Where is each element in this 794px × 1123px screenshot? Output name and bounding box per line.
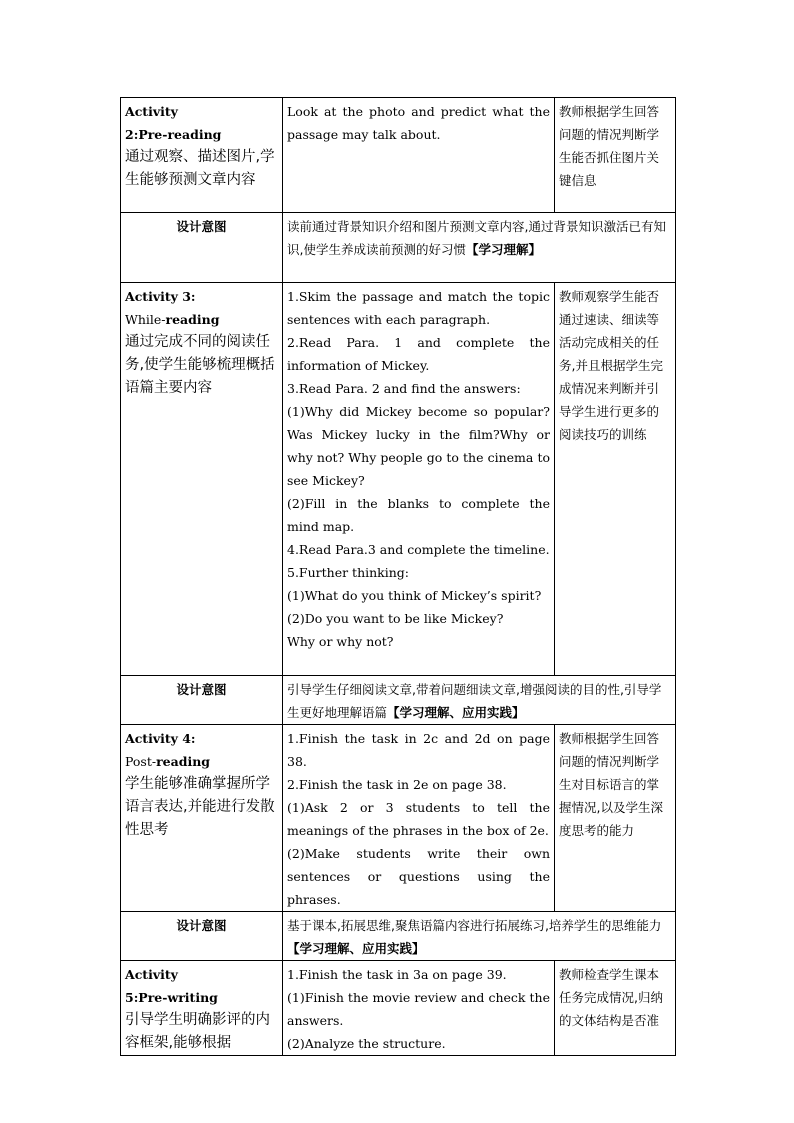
task-line: 1.Skim the passage and match the topic sentences with each paragraph. — [287, 289, 550, 327]
activity-5-title: Activity — [125, 967, 178, 982]
task-line: (2)Do you want to be like Mickey? — [287, 611, 504, 626]
activity-4-assessment: 教师根据学生回答问题的情况判断学生对目标语言的掌握情况,以及学生深度思考的能力 — [555, 725, 676, 912]
lesson-plan-table — [120, 97, 676, 1056]
intent-4-label: 设计意图 — [121, 912, 283, 961]
activity-5-row — [121, 961, 676, 1056]
activity-4-stage: Post-reading — [125, 754, 211, 769]
intent-4-text: 基于课本,拓展思维,聚焦语篇内容进行拓展练习,培养学生的思维能力【学习理解、应用实践】 — [283, 912, 676, 961]
activity-5-description: 引导学生明确影评的内容框架,能够根据 — [125, 1012, 270, 1051]
intent-2-text: 读前通过背景知识介绍和图片预测文章内容,通过背景知识激活已有知识,使学生养成读前预测的好习惯【学习理解】 — [283, 213, 676, 283]
activity-4-title: Activity 4: — [125, 731, 196, 746]
activity-5-tasks — [283, 961, 555, 1056]
activity-3-tasks — [283, 283, 555, 676]
activity-3-description: 通过完成不同的阅读任务,使学生能够梳理概括语篇主要内容 — [125, 334, 275, 396]
activity-4-row — [121, 725, 676, 912]
activity-2-task: Look at the photo and predict what the passage may talk about. — [283, 98, 555, 213]
task-line: (1)Ask 2 or 3 students to tell the meanings of the phrases in the box of 2e. — [287, 800, 550, 838]
task-line: Why or why not? — [287, 634, 394, 649]
task-line: 5.Further thinking: — [287, 565, 410, 580]
activity-2-stage: 2:Pre-reading — [125, 127, 222, 142]
activity-3-row — [121, 283, 676, 676]
task-line: (1)Finish the movie review and check the answers. — [287, 990, 550, 1028]
task-line: (2)Make students write their own sentences or questions using the phrases. — [287, 846, 550, 907]
task-line: 2.Finish the task in 2e on page 38. — [287, 777, 507, 792]
task-line: 4.Read Para.3 and complete the timeline. — [287, 542, 550, 557]
intent-3-label: 设计意图 — [121, 676, 283, 725]
activity-5-assessment: 教师检查学生课本任务完成情况,归纳的文体结构是否准 — [555, 961, 676, 1056]
intent-2-row — [121, 213, 676, 283]
activity-5-cell — [121, 961, 283, 1056]
activity-4-cell — [121, 725, 283, 912]
activity-3-stage: While-reading — [125, 312, 220, 327]
task-line: (1)Why did Mickey become so popular? Was Mickey lucky in the film?Why or why not? Why people go to the cinema to see Mickey? — [287, 404, 550, 488]
activity-4-description: 学生能够准确掌握所学语言表达,并能进行发散性思考 — [125, 776, 275, 838]
activity-3-cell — [121, 283, 283, 676]
intent-4-row — [121, 912, 676, 961]
task-line: 2.Read Para. 1 and complete the information of Mickey. — [287, 335, 550, 373]
activity-2-assessment: 教师根据学生回答问题的情况判断学生能否抓住图片关键信息 — [555, 98, 676, 213]
activity-5-stage: 5:Pre-writing — [125, 990, 218, 1005]
activity-2-description: 通过观察、描述图片,学生能够预测文章内容 — [125, 149, 275, 188]
task-line: 3.Read Para. 2 and find the answers: — [287, 381, 521, 396]
intent-3-text: 引导学生仔细阅读文章,带着问题细读文章,增强阅读的目的性,引导学生更好地理解语篇【学习理解、应用实践】 — [283, 676, 676, 725]
activity-4-tasks — [283, 725, 555, 912]
activity-3-title: Activity 3: — [125, 289, 196, 304]
task-line: (1)What do you think of Mickey’s spirit? — [287, 588, 542, 603]
activity-3-assessment: 教师观察学生能否通过速读、细读等活动完成相关的任务,并且根据学生完成情况来判断并引导学生进行更多的阅读技巧的训练 — [555, 283, 676, 676]
task-line: 1.Finish the task in 2c and 2d on page 38. — [287, 731, 550, 769]
activity-2-cell — [121, 98, 283, 213]
intent-3-row — [121, 676, 676, 725]
task-line: 1.Finish the task in 3a on page 39. — [287, 967, 507, 982]
activity-2-row — [121, 98, 676, 213]
intent-2-label: 设计意图 — [121, 213, 283, 283]
task-line: (2)Fill in the blanks to complete the mind map. — [287, 496, 550, 534]
task-line: (2)Analyze the structure. — [287, 1036, 446, 1051]
activity-2-title: Activity — [125, 104, 178, 119]
